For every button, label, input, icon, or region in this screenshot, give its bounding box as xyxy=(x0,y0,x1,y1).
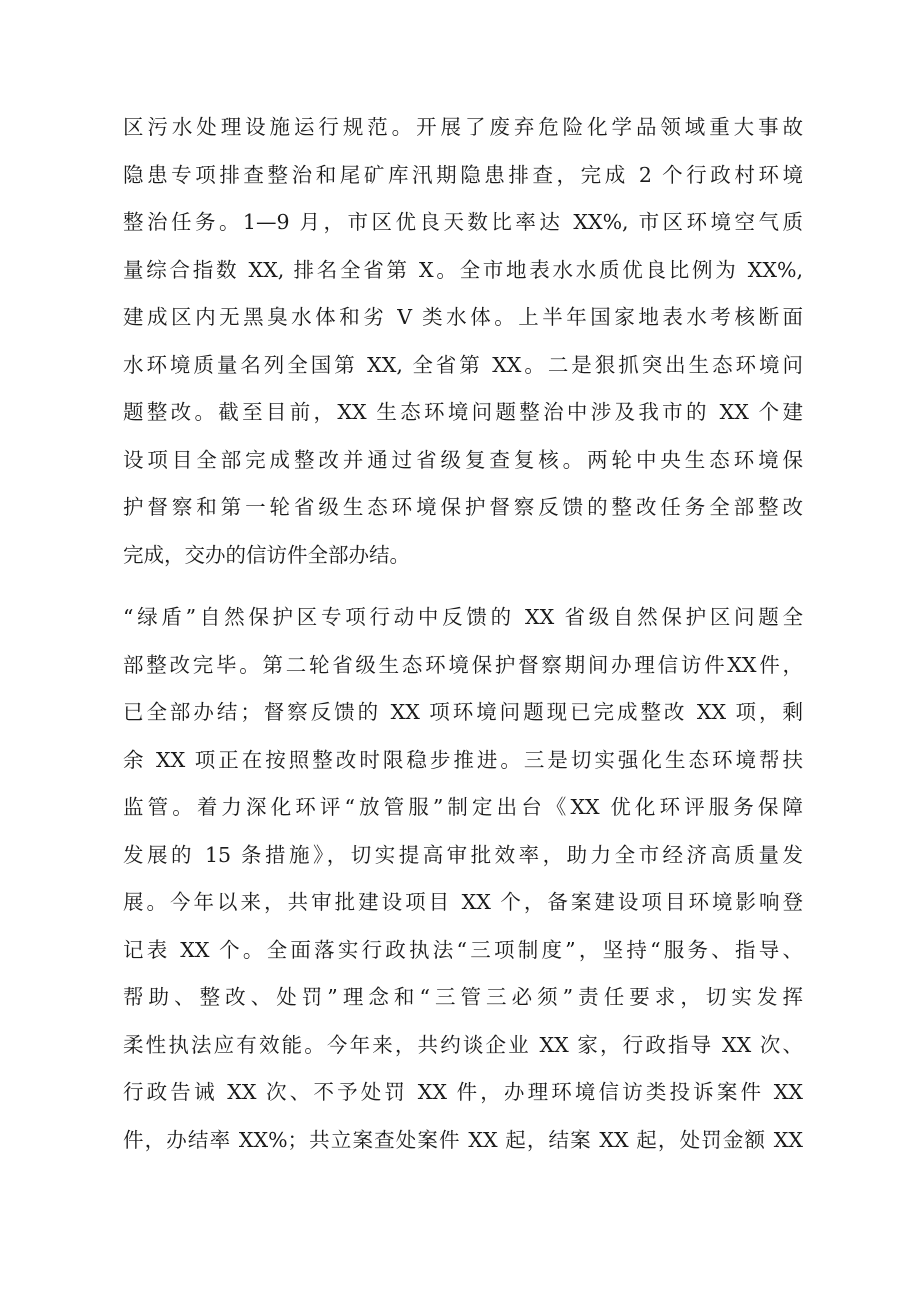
paragraph-environment-governance xyxy=(123,104,803,579)
text-line: 区污水处理设施运行规范。开展了废弃危险化学品领域重大事故 xyxy=(123,115,803,139)
text-line: 护督察和第一轮省级生态环境保护督察反馈的整改任务全部整改 xyxy=(123,495,803,519)
paragraph-rectification-supervision xyxy=(123,594,803,1164)
text-line: 水环境质量名列全国第 XX, 全省第 XX。二是狠抓突出生态环境问 xyxy=(123,352,803,377)
text-line: “绿盾”自然保护区专项行动中反馈的 XX 省级自然保护区问题全 xyxy=(123,605,803,629)
text-line: 柔性执法应有效能。今年来，共约谈企业 XX 家，行政指导 XX 次、 xyxy=(123,1032,803,1057)
text-line: 件，办结率 XX%；共立案查处案件 XX 起，结案 XX 起，处罚金额 XX xyxy=(123,1127,803,1152)
text-line: 整治任务。1—9 月，市区优良天数比率达 XX%, 市区环境空气质 xyxy=(123,210,803,234)
text-line: 建成区内无黑臭水体和劣 V 类水体。上半年国家地表水考核断面 xyxy=(123,305,803,329)
text-line: 发展的 15 条措施》，切实提高审批效率，助力全市经济高质量发 xyxy=(123,842,803,867)
text-line: 量综合指数 XX, 排名全省第 X。全市地表水水质优良比例为 XX%, xyxy=(123,257,803,282)
text-line: 题整改。截至目前，XX 生态环境问题整治中涉及我市的 XX 个建 xyxy=(123,400,803,424)
text-line: 记表 XX 个。全面落实行政执法“三项制度”，坚持“服务、指导、 xyxy=(123,937,803,962)
text-line: 帮助、整改、处罚”理念和“三管三必须”责任要求，切实发挥 xyxy=(123,985,803,1009)
text-line: 部整改完毕。第二轮省级生态环境保护督察期间办理信访件XX件， xyxy=(123,652,803,677)
text-line: 展。今年以来，共审批建设项目 XX 个，备案建设项目环境影响登 xyxy=(123,890,803,914)
text-line: 监管。着力深化环评“放管服”制定出台《XX 优化环评服务保障 xyxy=(123,795,803,819)
text-line: 隐患专项排查整治和尾矿库汛期隐患排查，完成 2 个行政村环境 xyxy=(123,162,803,187)
text-line: 余 XX 项正在按照整改时限稳步推进。三是切实强化生态环境帮扶 xyxy=(123,747,803,772)
text-line: 完成，交办的信访件全部办结。 xyxy=(123,542,410,567)
text-line: 设项目全部完成整改并通过省级复查复核。两轮中央生态环境保 xyxy=(123,447,803,472)
text-line: 行政告诫 XX 次、不予处罚 XX 件，办理环境信访类投诉案件 XX xyxy=(123,1080,803,1104)
text-line: 已全部办结；督察反馈的 XX 项环境问题现已完成整改 XX 项，剩 xyxy=(123,700,803,724)
